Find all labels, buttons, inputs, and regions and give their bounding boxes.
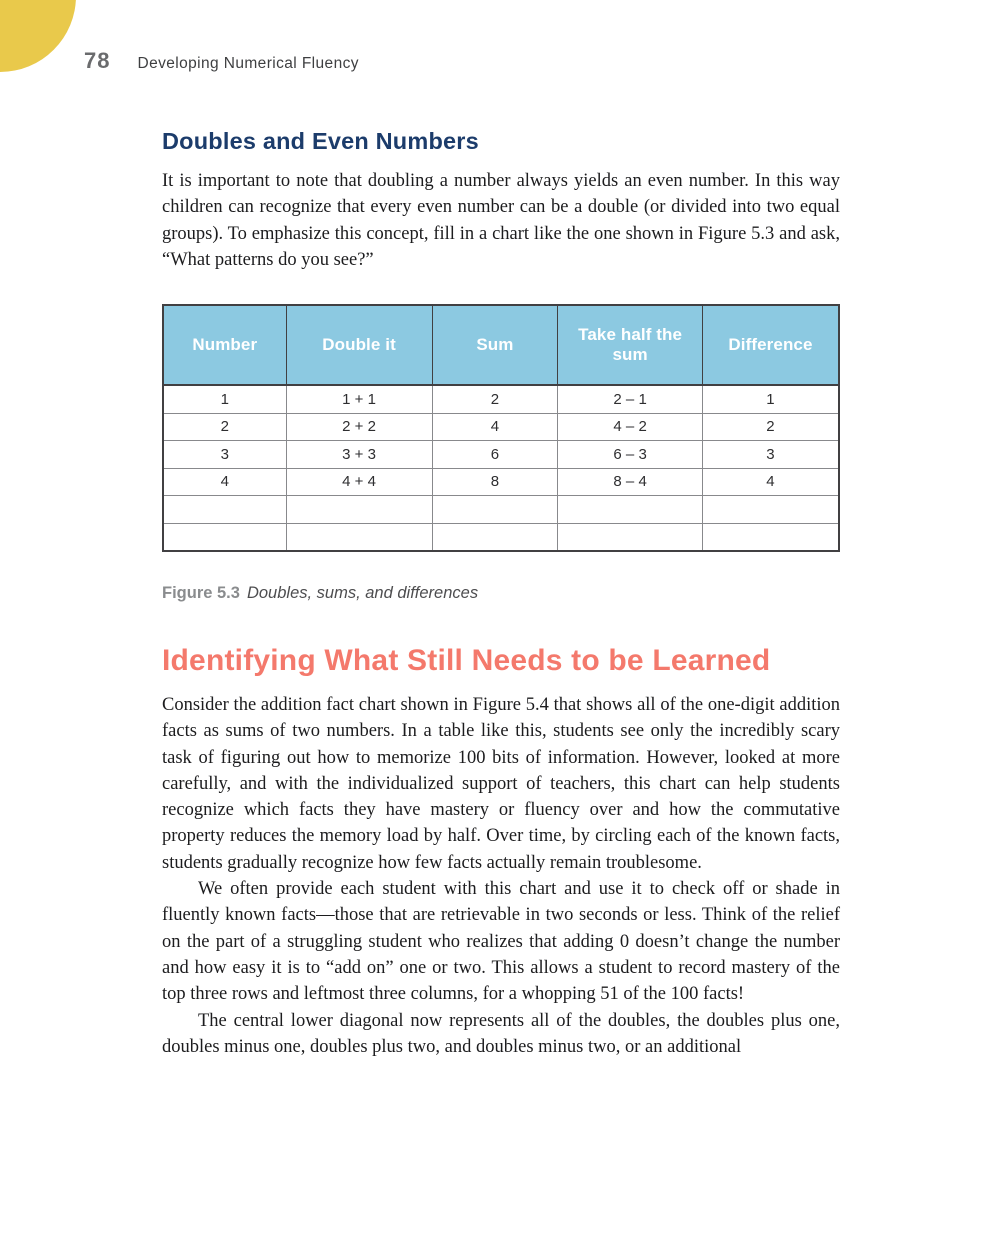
table-header-row [163,305,839,385]
decorative-corner-circle [0,0,76,72]
table-cell: 2 [432,385,558,413]
table-cell [558,523,703,551]
table-cell: 2 [163,413,286,441]
figure-caption-label: Figure 5.3 [162,583,240,602]
column-header-double-it: Double it [286,305,432,385]
table-row [163,385,839,413]
table-cell: 1 + 1 [286,385,432,413]
section-heading-identifying: Identifying What Still Needs to be Learned [162,644,771,677]
table-cell: 4 [432,413,558,441]
table-cell: 3 [163,441,286,469]
table-cell [702,523,839,551]
column-header-difference: Difference [702,305,839,385]
table-cell [432,523,558,551]
body-paragraph: We often provide each student with this chart and use it to check off or shade in fluently known facts—those that are retrievable in two seconds or less. Think of the relief on the part of a struggling student who realizes that adding 0 doesn’t change the number and how easy it is to “add on” one or two. This allows a student to record mastery of the top three rows and leftmost three columns, for a whopping 51 of the 100 facts! [162,879,840,1005]
column-header-number: Number [163,305,286,385]
doubles-table [162,304,840,552]
page-number: 78 [84,48,111,73]
table-cell: 1 [163,385,286,413]
body-paragraph: Consider the addition fact chart shown in Figure 5.4 that shows all of the one-digit addition facts as sums of two numbers. In a table like this, students see only the incredibly scary task of figuring out how to memorize 100 bits of information. However, looked at more carefully, and with the individualized support of teachers, this chart can help students recognize which facts they have mastery or fluency over and how the commutative property reduces the memory load by half. Over time, by circling each of the known facts, students gradually recognize how few facts actually remain troublesome. [162,695,840,873]
column-header-sum: Sum [432,305,558,385]
table-cell: 3 [702,441,839,469]
body-paragraph: The central lower diagonal now represents all of the doubles, the doubles plus one, doubles minus one, doubles plus two, and doubles minus two, or an additional [162,1010,840,1057]
identifying-section-body [162,692,840,1060]
figure-caption [162,584,478,603]
table-cell: 3 + 3 [286,441,432,469]
section-heading-doubles: Doubles and Even Numbers [162,128,479,154]
table-row-empty [163,523,839,551]
table-cell: 4 [702,468,839,496]
page-header [84,48,359,74]
table-cell [432,496,558,524]
table-cell: 4 [163,468,286,496]
column-header-take-half: Take half the sum [558,305,703,385]
table-cell: 8 – 4 [558,468,703,496]
table-cell: 4 + 4 [286,468,432,496]
table-cell: 4 – 2 [558,413,703,441]
intro-paragraph: It is important to note that doubling a number always yields an even number. In this way children can recognize that every even number can be a double (or divided into two equal groups). To emphasize this concept, fill in a chart like the one shown in Figure 5.3 and ask, “What patterns do you see?” [162,171,840,270]
table-cell: 8 [432,468,558,496]
table-row [163,441,839,469]
table-cell: 6 [432,441,558,469]
table-cell: 2 – 1 [558,385,703,413]
table-cell [163,496,286,524]
table-cell: 2 + 2 [286,413,432,441]
table-row [163,468,839,496]
table-cell [286,496,432,524]
running-header: Developing Numerical Fluency [137,55,359,72]
table-cell [286,523,432,551]
table-cell: 1 [702,385,839,413]
table-row [163,413,839,441]
table-row-empty [163,496,839,524]
table-cell [558,496,703,524]
figure-caption-text: Doubles, sums, and differences [246,583,479,602]
table-cell: 6 – 3 [558,441,703,469]
table-cell [163,523,286,551]
table-cell: 2 [702,413,839,441]
table-cell [702,496,839,524]
